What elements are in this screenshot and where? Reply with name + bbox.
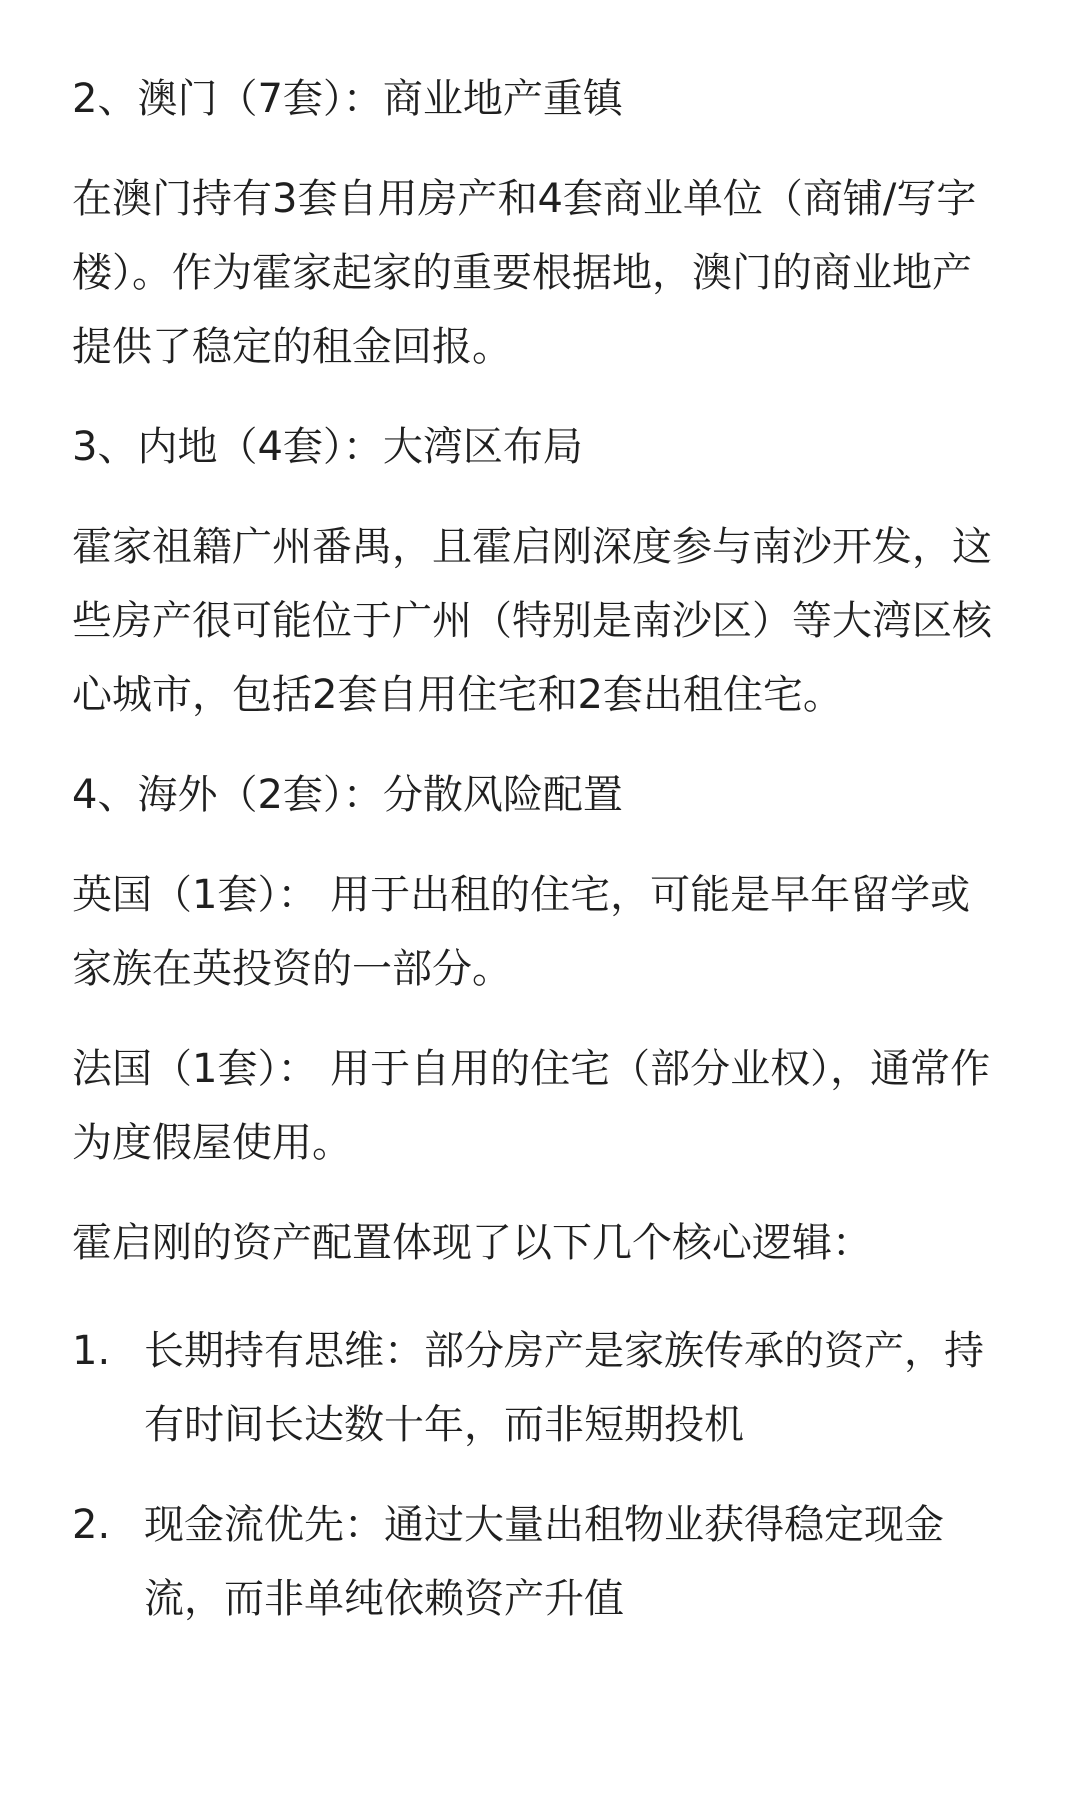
list-item-text: 长期持有思维：部分房产是家族传承的资产，持有时间长达数十年，而非短期投机 — [144, 1328, 984, 1448]
section-paragraph-mainland: 霍家祖籍广州番禺，且霍启刚深度参与南沙开发，这些房产很可能位于广州（特别是南沙区）等大湾区核心城市，包括2套自用住宅和2套出租住宅。 — [72, 524, 992, 718]
section-heading-macau: 2、澳门（7套）：商业地产重镇 — [72, 76, 623, 122]
list-item-text: 现金流优先：通过大量出租物业获得稳定现金流，而非单纯依赖资产升值 — [144, 1502, 944, 1622]
section-paragraph-france: 法国（1套）： 用于自用的住宅（部分业权），通常作为度假屋使用。 — [72, 1046, 991, 1166]
list-item-number: 1. — [72, 1328, 111, 1374]
list-item — [72, 1314, 1008, 1462]
section-heading-overseas: 4、海外（2套）：分散风险配置 — [72, 772, 623, 818]
list-item-number: 2. — [72, 1502, 111, 1548]
section-paragraph-uk: 英国（1套）： 用于出租的住宅，可能是早年留学或家族在英投资的一部分。 — [72, 872, 971, 992]
section-paragraph-macau: 在澳门持有3套自用房产和4套商业单位（商铺/写字楼）。作为霍家起家的重要根据地，澳门的商业地产提供了稳定的租金回报。 — [72, 176, 977, 370]
list-item — [72, 1488, 1008, 1636]
section-heading-mainland: 3、内地（4套）：大湾区布局 — [72, 424, 583, 470]
summary-intro: 霍启刚的资产配置体现了以下几个核心逻辑： — [72, 1220, 872, 1266]
summary-list — [72, 1314, 1008, 1636]
